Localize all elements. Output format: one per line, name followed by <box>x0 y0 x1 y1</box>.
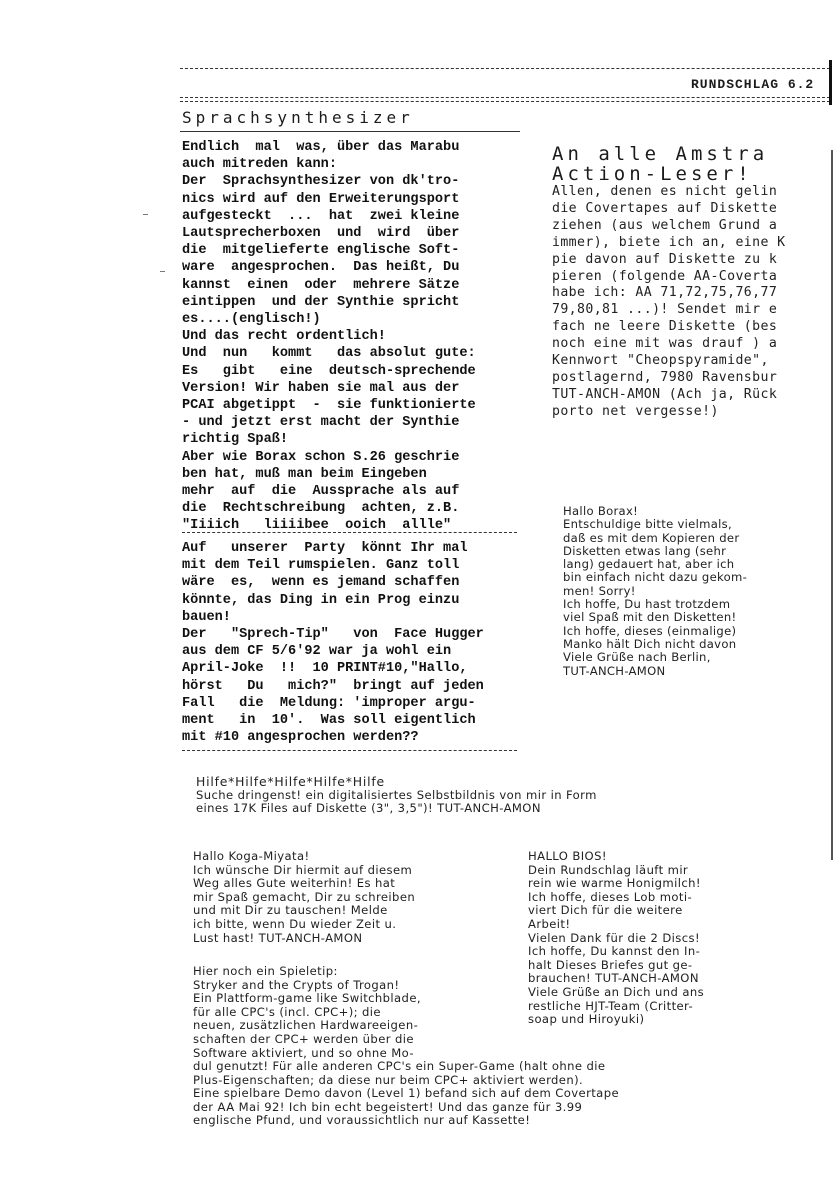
bios-line: soap und Hiroyuki) <box>528 1012 645 1027</box>
article-body <box>182 139 532 535</box>
article-line: bauen! <box>182 609 231 625</box>
article-line: wäre es, wenn es jemand schaffen <box>182 575 460 591</box>
spieletip-line: der AA Mai 92! Ich bin echt begeistert! Und das ganze für 3.99 <box>193 1099 583 1114</box>
notice-line: noch eine mit was drauf ) a <box>552 336 778 352</box>
article-line: Version! Wir haben sie mal aus der <box>182 380 460 396</box>
hilfe-line: eines 17K Files auf Diskette (3", 3,5")! TUT-ANCH-AMON <box>196 801 541 816</box>
notice-line: pieren (folgende AA-Coverta <box>552 268 778 284</box>
notice-line: 79,80,81 ...)! Sendet mir e <box>552 302 778 318</box>
spieletip-line: Eine spielbare Demo davon (Level 1) befand sich auf dem Covertape <box>193 1086 619 1101</box>
top-rule <box>180 68 830 69</box>
article-line: Auf unserer Party könnt Ihr mal <box>182 541 468 556</box>
note-line: Disketten etwas lang (sehr <box>563 543 727 558</box>
amstrad-notice <box>552 144 828 421</box>
article-line: "Iiiich liiiibee ooich allle" <box>182 518 452 534</box>
notice-line: habe ich: AA 71,72,75,76,77 <box>552 285 778 301</box>
notice-line: die Covertapes auf Diskette <box>552 200 778 216</box>
hilfe-line: Suche dringenst! ein digitalisiertes Selbstbildnis von mir in Form <box>196 787 597 802</box>
koga-line: mir Spaß gemacht, Dir zu schreiben <box>193 889 416 904</box>
koga-line: ich bitte, wenn Du wieder Zeit u. <box>193 916 397 931</box>
article-line: Und das recht ordentlich! <box>182 329 386 345</box>
notice-line: immer), biete ich an, eine K <box>552 234 786 250</box>
note-line: Hallo Borax! <box>563 505 639 518</box>
notice-line: postlagernd, 7980 Ravensbur <box>552 369 778 385</box>
note-line: bin einfach nicht dazu gekom- <box>563 570 748 585</box>
spieletip-line: schaften der CPC+ werden über die <box>193 1031 414 1046</box>
bios-line: halt Dieses Briefes gut ge- <box>528 957 693 972</box>
bios-line: Vielen Dank für die 2 Discs! <box>528 930 700 945</box>
bios-line: restliche HJT-Team (Critter- <box>528 998 694 1013</box>
article-line: Es gibt eine deutsch-sprechende <box>182 363 476 379</box>
note-line: viel Spaß mit den Disketten! <box>563 610 737 625</box>
article-line: Endlich mal was, über das Marabu <box>182 140 460 155</box>
article-line: mehr auf die Aussprache als auf <box>182 484 460 500</box>
notice-line: TUT-ANCH-AMON (Ach ja, Rück <box>552 386 778 402</box>
bios-note <box>528 850 818 1027</box>
bios-line: viert Dich für die weitere <box>528 903 683 918</box>
note-line: Manko hält Dich nicht davon <box>563 636 737 651</box>
article-line: Der Sprachsynthesizer von dk'tro- <box>182 174 460 190</box>
article-line: mit #10 angesprochen werden?? <box>182 730 419 746</box>
article-line: aufgesteckt ... hat zwei kleine <box>182 208 460 224</box>
spieletip-line: englische Pfund, und voraussichtlich nur auf Kassette! <box>193 1113 531 1128</box>
article-line: nics wird auf den Erweiterungsport <box>182 191 460 207</box>
article-line: aus dem CF 5/6'92 war ja wohl ein <box>182 644 452 660</box>
spieletip-line: für alle CPC's (incl. CPC+); die <box>193 1004 381 1019</box>
hilfe-line: Hilfe*Hilfe*Hilfe*Hilfe*Hilfe <box>196 774 385 789</box>
article-line: ment in 10'. Was soll eigentlich <box>182 713 476 729</box>
notice-line: Kennwort "Cheopspyramide", <box>552 353 769 369</box>
note-line: Ich hoffe, dieses (einmalige) <box>563 623 737 638</box>
spieletip <box>193 965 523 1060</box>
koga-note <box>193 850 513 945</box>
bios-line: rein wie warme Honigmilch! <box>528 876 701 891</box>
note-line: lang) gedauert hat, aber ich <box>563 557 735 572</box>
article-line: hörst Du mich?" bringt auf jeden <box>182 678 484 694</box>
spieletip-line: Plus-Eigenschaften; da diese nur beim CPC+ aktiviert werden). <box>193 1072 584 1087</box>
title-underline <box>180 131 520 132</box>
bios-line: Dein Rundschlag läuft mir <box>528 862 689 877</box>
note-line: Entschuldige bitte vielmals, <box>563 517 732 532</box>
article-line: ben hat, muß man beim Eingeben <box>182 466 427 482</box>
note-line: TUT-ANCH-AMON <box>563 663 666 678</box>
spieletip-line: Hier noch ein Spieletip: <box>193 964 338 978</box>
article-end-rule <box>182 750 517 751</box>
notice-line: Allen, denen es nicht gelin <box>552 184 778 199</box>
article-line: eintippen und der Synthie spricht <box>182 294 460 310</box>
edge-bar <box>829 60 832 105</box>
amstrad-notice-title: An alle Amstra <box>552 144 769 165</box>
article-line: April-Joke !! 10 PRINT#10,"Hallo, <box>182 661 468 677</box>
notice-line: ziehen (aus welchem Grund a <box>552 217 778 233</box>
article-line: PCAI abgetippt - sie funktionierte <box>182 398 476 414</box>
spieletip-line: neuen, zusätzlichen Hardwareeigen- <box>193 1018 419 1033</box>
koga-line: und mit Dir zu tauschen! Melde <box>193 903 388 918</box>
header-rule-upper <box>180 97 830 98</box>
notice-line: fach ne leere Diskette (bes <box>552 319 778 335</box>
article-line: Und nun kommt das absolut gute: <box>182 346 476 362</box>
article-line: könnte, das Ding in ein Prog einzu <box>182 592 460 608</box>
bios-line: Arbeit! <box>528 916 571 931</box>
bios-line: Viele Grüße an Dich und ans <box>528 984 705 999</box>
spieletip-line: Ein Plattform-game like Switchblade, <box>193 991 421 1006</box>
margin-mark <box>160 271 165 272</box>
spieletip-continued <box>193 1060 823 1128</box>
borax-note <box>563 505 825 678</box>
bios-line: HALLO BIOS! <box>528 849 607 863</box>
edge-bar <box>831 150 833 860</box>
spieletip-line: Stryker and the Crypts of Trogan! <box>193 977 400 992</box>
article-line: die Rechtschreibung achten, z.B. <box>182 501 460 517</box>
header-rule-lower <box>180 101 830 102</box>
article-line: mit dem Teil rumspielen. Ganz toll <box>182 558 460 574</box>
article-line: richtig Spaß! <box>182 432 289 448</box>
amstrad-notice-title-line2: Action-Leser! <box>552 163 753 185</box>
note-line: daß es mit dem Kopieren der <box>563 530 740 545</box>
running-header: RUNDSCHLAG 6.2 <box>691 77 815 92</box>
article-body-continued <box>182 540 532 746</box>
article-divider <box>182 532 517 533</box>
koga-line: Ich wünsche Dir hiermit auf diesem <box>193 862 413 877</box>
article-line: es....(englisch!) <box>182 312 321 328</box>
article-line: auch mitreden kann: <box>182 157 337 173</box>
article-line: ware angesprochen. Das heißt, Du <box>182 260 460 276</box>
article-line: Aber wie Borax schon S.26 geschrie <box>182 449 460 465</box>
note-line: men! Sorry! <box>563 583 636 598</box>
bios-line: Ich hoffe, dieses Lob moti- <box>528 889 693 904</box>
notice-line: porto net vergesse!) <box>552 403 719 419</box>
note-line: Ich hoffe, Du hast trotzdem <box>563 597 731 612</box>
koga-line: Weg alles Gute weiterhin! Es hat <box>193 876 396 891</box>
margin-mark <box>143 214 148 215</box>
koga-line: Hallo Koga-Miyata! <box>193 849 310 863</box>
article-line: kannst einen oder mehrere Sätze <box>182 277 460 293</box>
bios-line: brauchen! TUT-ANCH-AMON <box>528 971 699 986</box>
bios-line: Ich hoffe, Du kannst den In- <box>528 944 701 959</box>
spieletip-line: Software aktiviert, und so ohne Mo- <box>193 1045 414 1060</box>
spieletip-line: dul genutzt! Für alle anderen CPC's ein Super-Game (halt ohne die <box>193 1059 606 1073</box>
article-title: Sprachsynthesizer <box>182 108 414 127</box>
article-line: Fall die Meldung: 'improper argu- <box>182 695 476 711</box>
article-line: - und jetzt erst macht der Synthie <box>182 415 460 431</box>
koga-line: Lust hast! TUT-ANCH-AMON <box>193 930 363 945</box>
hilfe-request <box>196 775 816 816</box>
article-line: Lautsprecherboxen und wird über <box>182 226 460 242</box>
note-line: Viele Grüße nach Berlin, <box>563 650 711 665</box>
notice-line: pie davon auf Diskette zu k <box>552 251 778 267</box>
amstrad-notice-body <box>552 184 828 421</box>
article-line: Der "Sprech-Tip" von Face Hugger <box>182 627 484 643</box>
article-line: die mitgelieferte englische Soft- <box>182 243 460 259</box>
